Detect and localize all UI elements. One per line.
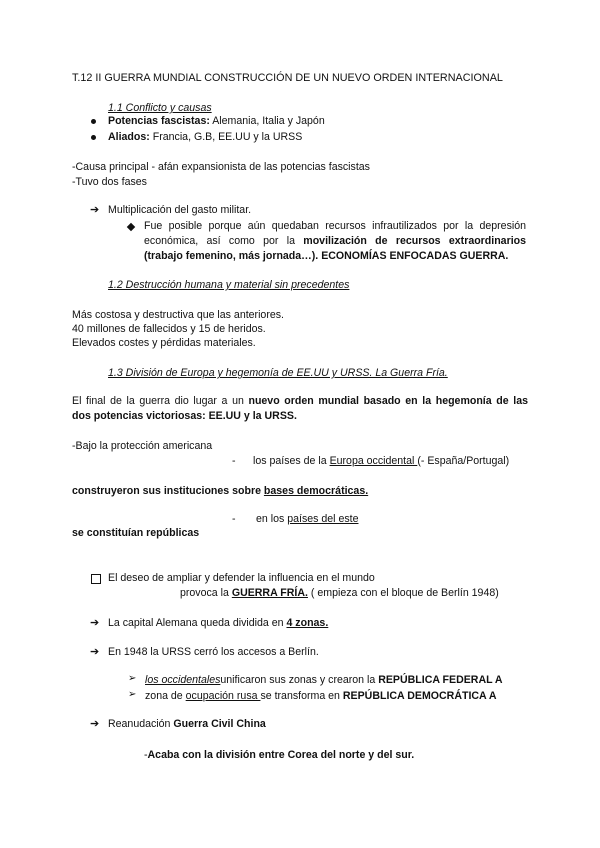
dash-2: -	[232, 513, 236, 525]
zona-line	[145, 690, 497, 703]
fue-line-2	[144, 235, 526, 248]
s2-line-2: 40 millones de fallecidos y 15 de heridos.	[72, 323, 266, 335]
deseo-line: El deseo de ampliar y defender la influencia en el mundo	[108, 572, 375, 584]
reanud-line	[108, 718, 266, 731]
zona-c: se transforma en	[260, 690, 343, 702]
fue-line-3	[144, 250, 508, 263]
dash-1: -	[232, 455, 236, 467]
p1-line-1a: El final de la guerra dio lugar a un	[72, 395, 249, 407]
triangle-arrow-icon: ➢	[128, 689, 137, 700]
este-b: países del este	[287, 513, 359, 525]
paises-line	[253, 455, 509, 468]
arrow-icon: ➔	[90, 718, 100, 730]
paises-b: Europa occidental	[329, 455, 418, 467]
bajo-line: -Bajo la protección americana	[72, 440, 213, 452]
p1-line-1b: nuevo orden mundial basado en la hegemonía de las	[248, 395, 528, 407]
aliados-text: Francia, G.B, EE.UU y la URSS	[149, 131, 303, 143]
arrow-icon: ➔	[90, 617, 100, 629]
causa-line: -Causa principal - afán expansionista de las potencias fascistas	[72, 161, 370, 173]
arrow-icon: ➔	[90, 646, 100, 658]
document-title: T.12 II GUERRA MUNDIAL CONSTRUCCIÓN DE UN NUEVO ORDEN INTERNACIONAL	[72, 72, 503, 84]
s2-line-1: Más costosa y destructiva que las anteriores.	[72, 309, 284, 321]
potencias-label: Potencias fascistas:	[108, 115, 210, 127]
provoca-line	[180, 587, 499, 600]
capital-b: 4 zonas.	[286, 617, 329, 629]
zona-b: ocupación rusa	[185, 690, 261, 702]
constru-b: bases democráticas.	[263, 485, 369, 497]
arrow-icon: ➔	[90, 204, 100, 216]
occ-b: unificaron sus zonas y crearon la	[220, 674, 379, 686]
corea-a: -	[144, 749, 148, 761]
p1-line-1	[72, 395, 528, 408]
section-heading-1-3: 1.3 División de Europa y hegemonía de EE.UU y URSS. La Guerra Fría.	[108, 367, 448, 379]
fue-line-3b: ECONOMÍAS ENFOCADAS GUERRA.	[321, 250, 509, 262]
fases-line: -Tuvo dos fases	[72, 176, 147, 188]
este-a: en los	[256, 513, 288, 525]
paises-c: (- España/Portugal)	[417, 455, 510, 467]
constru-a: construyeron sus instituciones sobre	[72, 485, 264, 497]
fue-line-2a: económica, así como por la	[144, 235, 304, 247]
occ-a: los occidentales	[145, 674, 221, 686]
berlin-line: En 1948 la URSS cerró los accesos a Berlín.	[108, 646, 319, 658]
corea-b: Acaba con la división entre Corea del norte y del sur.	[147, 749, 415, 761]
occ-line	[145, 674, 503, 687]
triangle-arrow-icon: ➢	[128, 673, 137, 684]
fue-line-3a: (trabajo femenino, más jornada…).	[144, 250, 322, 262]
capital-line	[108, 617, 328, 630]
p1-line-2: dos potencias victoriosas: EE.UU y la URSS.	[72, 410, 297, 422]
provoca-b: GUERRA FRÍA.	[231, 587, 308, 599]
constru-line	[72, 485, 368, 498]
paises-a: los países de la	[253, 455, 330, 467]
republicas-line: se constituían repúblicas	[72, 527, 200, 539]
reanud-b: Guerra Civil China	[173, 718, 266, 730]
checkbox-icon	[91, 574, 101, 584]
reanud-a: Reanudación	[108, 718, 174, 730]
gasto-line: Multiplicación del gasto militar.	[108, 204, 252, 216]
capital-a: La capital Alemana queda dividida en	[108, 617, 287, 629]
fue-line-1: Fue posible porque aún quedaban recursos infrautilizados por la depresión	[144, 220, 526, 232]
bullet-dot	[91, 135, 96, 140]
potencias-text: Alemania, Italia y Japón	[209, 115, 325, 127]
bullet-dot	[91, 119, 96, 124]
provoca-c: ( empieza con el bloque de Berlín 1948)	[307, 587, 499, 599]
section-heading-1-1: 1.1 Conflicto y causas	[108, 102, 212, 114]
list-item-potencias	[108, 115, 325, 128]
fue-line-2b: movilización de recursos extraordinarios	[303, 235, 527, 247]
list-item-aliados	[108, 131, 302, 144]
corea-line	[144, 749, 414, 762]
diamond-bullet-icon	[127, 223, 135, 231]
zona-d: REPÚBLICA DEMOCRÁTICA A	[342, 690, 497, 702]
s2-line-3: Elevados costes y pérdidas materiales.	[72, 337, 256, 349]
este-line	[256, 513, 358, 526]
section-heading-1-2: 1.2 Destrucción humana y material sin precedentes	[108, 279, 350, 291]
aliados-label: Aliados:	[108, 131, 150, 143]
zona-a: zona de	[145, 690, 186, 702]
occ-c: REPÚBLICA FEDERAL A	[378, 674, 503, 686]
provoca-a: provoca la	[180, 587, 232, 599]
